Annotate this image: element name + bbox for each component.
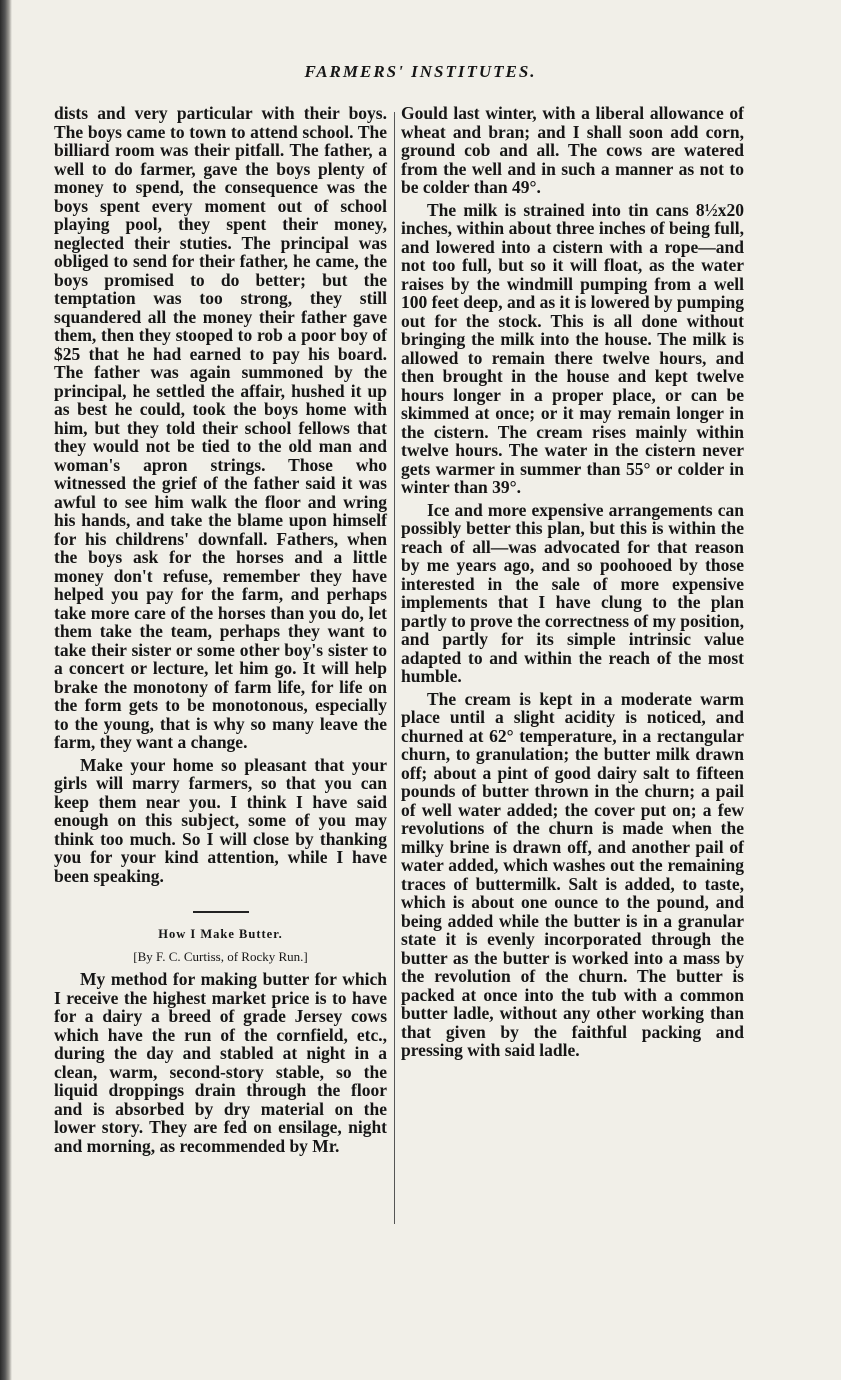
running-title: FARMERS' INSTITUTES. — [304, 62, 537, 81]
book-binding-edge — [0, 0, 12, 1380]
body-paragraph: dists and very particular with their boys. The boys came to town to attend school. The billiard room was their pitfall. The father, a well to do farmer, gave the boys plenty of money to spend, the consequence was the boys spent every moment out of school playing pool, they spent their money, neglected their stuties. The principal was obliged to send for their father, he came, the boys promised to do better; but the temptation was too strong, they still squandered all the money their father gave them, then they stooped to rob a poor boy of $25 that he had earned to pay his board. The father was again summoned by the principal, he settled the affair, hushed it up as best he could, took the boys home with him, but they told their school fellows that they would not be tied to the old man and woman's apron strings. Those who witnessed the grief of the father said it was awful to see him walk the floor and wring his hands, and take the blame upon himself for his childrens' downfall. Fathers, when the boys ask for the horses and a little money don't refuse, remember they have helped you pay for the farm, and perhaps take more care of the horses than you do, let them take the team, perhaps they want to take their sister or some other boy's sister to a concert or lecture, let him go. It will help brake the monotony of farm life, for life on the form gets to be monotonous, especially to the young, that is why so many leave the farm, they want a change. — [54, 103, 387, 752]
body-paragraph: Make your home so pleasant that your girls will marry farmers, so that you can keep them near you. I think I have said enough on this subject, some of you may think too much. So I will close by thanking you for your kind attention, while I have been speaking. — [54, 754, 387, 886]
right-column — [401, 104, 744, 1060]
body-paragraph: Gould last winter, with a liberal allowance of wheat and bran; and I shall soon add corn, ground cob and all. The cows are watered from the well and in such a manner as not to be colder than 49°. — [401, 103, 744, 197]
column-divider — [394, 112, 395, 1224]
body-paragraph: The milk is strained into tin cans 8½x20 inches, within about three inches of being full, and lowered into a cistern with a rope—and not too full, but so it will float, as the water raises by the windmill pumping from a well 100 feet deep, and as it is lowered by pumping out for the stock. This is all done without bringing the milk into the house. The milk is allowed to remain there twelve hours, and then brought in the house and kept twelve hours longer in a proper place, or can be skimmed at once; or it may remain longer in the cistern. The cream rises mainly within twelve hours. The water in the cistern never gets warmer in summer than 55° or colder in winter than 39°. — [401, 199, 744, 497]
section-divider — [193, 911, 249, 913]
body-paragraph: Ice and more expensive arrangements can possibly better this plan, but this is within the reach of all—was advocated for that reason by me years ago, and so poohooed by those interested in the sale of more expensive implements that I have clung to the plan partly to prove the correctness of my position, and partly for its simple intrinsic value adapted to and within the reach of the most humble. — [401, 499, 744, 686]
section-title: How I Make Butter. — [158, 927, 283, 941]
left-column — [54, 104, 387, 1155]
section-byline: [By F. C. Curtiss, of Rocky Run.] — [133, 948, 308, 964]
body-paragraph: The cream is kept in a moderate warm place until a slight acidity is noticed, and churned at 62° temperature, in a rectangular churn, to granulation; the butter milk drawn off; about a pint of good dairy salt to fifteen pounds of butter thrown in the churn; a pail of well water added; the cover put on; a few revolutions of the churn is made when the milky brine is drawn off, and another pail of water added, which washes out the remaining traces of buttermilk. Salt is added, to taste, which is about one ounce to the pound, and being added while the butter is in a granular state it is evenly incorporated through the butter as the butter is worked into a mass by the revolution of the churn. The butter is packed at once into the tub with a common butter ladle, without any other working than that given by the faithful packing and pressing with said ladle. — [401, 688, 744, 1060]
body-paragraph: My method for making butter for which I receive the highest market price is to have for a dairy a breed of grade Jersey cows which have the run of the cornfield, etc., during the day and stabled at night in a clean, warm, second-story stable, so the liquid droppings drain through the floor and is absorbed by dry material on the lower story. They are fed on ensilage, night and morning, as recommended by Mr. — [54, 969, 387, 1156]
